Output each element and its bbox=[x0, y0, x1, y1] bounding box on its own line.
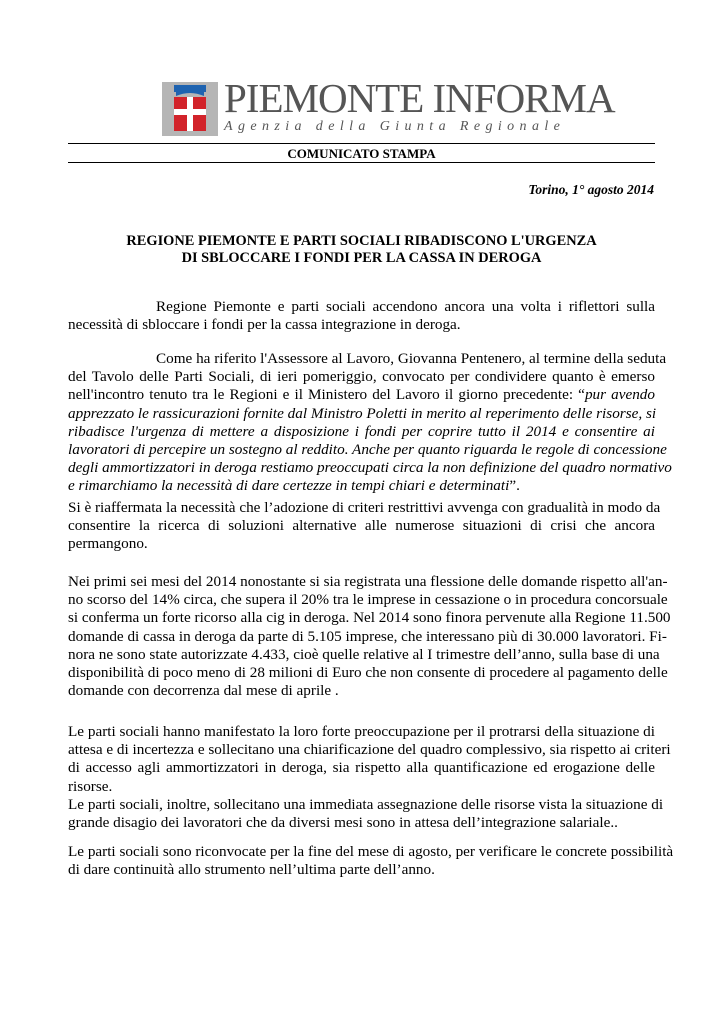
text-line: risorse. bbox=[68, 777, 113, 795]
quote-segment: ribadisce l'urgenza di mettere a disposizione i fondi per coprire tutto il 2014 e consentire ai bbox=[68, 422, 655, 440]
paragraph-1 bbox=[68, 298, 655, 334]
text-line: permangono. bbox=[68, 535, 148, 553]
quote-line bbox=[68, 459, 672, 477]
text-line: grande disagio dei lavoratori che da diversi mesi sono in attesa dell’integrazione salariale.. bbox=[68, 814, 618, 832]
quote-segment: pur avendo bbox=[584, 386, 655, 404]
text-segment: ”. bbox=[509, 477, 520, 495]
text-line: disponibilità di poco meno di 28 milioni di Euro che non consente di procedere al pagamento delle bbox=[68, 664, 668, 682]
text-line: Si è riaffermata la necessità che l’adozione di criteri restrittivi avvenga con gradualità in modo da bbox=[68, 499, 661, 516]
text-line: di dare continuità allo strumento nell’ultima parte dell’anno. bbox=[68, 861, 435, 879]
piemonte-emblem-logo bbox=[162, 82, 218, 136]
headline bbox=[68, 233, 655, 267]
text-line: consentire la ricerca di soluzioni alternative alle numerose situazioni di crisi che ancora bbox=[68, 517, 655, 535]
text-segment: nell'incontro tenuto tra le Regioni e il Ministero del Lavoro il giorno precedente: “ bbox=[68, 386, 585, 404]
text-line: attesa e di incertezza e sollecitano una chiarificazione del quadro complessivo, sia rispetto ai criteri bbox=[68, 741, 671, 759]
text-line: nora ne sono state autorizzate 4.433, cioè quelle relative al I trimestre dell’anno, sulla base di una bbox=[68, 645, 660, 663]
paragraph-3 bbox=[68, 499, 661, 554]
quote-segment: apprezzato le rassicurazioni fornite dal Ministro Poletti in merito al reperimento delle risorse, si bbox=[68, 404, 657, 422]
brand-tagline: Agenzia della Giunta Regionale bbox=[224, 119, 566, 134]
text-line bbox=[68, 477, 655, 495]
bottom-rule bbox=[68, 162, 655, 163]
quote-line bbox=[68, 405, 655, 423]
piemonte-shield-icon bbox=[162, 82, 218, 136]
quote-line bbox=[68, 441, 667, 459]
brand-wordmark: PIEMONTE INFORMA bbox=[224, 75, 615, 121]
paragraph-5 bbox=[68, 723, 671, 832]
comunicato-stampa-label: COMUNICATO STAMPA bbox=[287, 146, 436, 161]
text-line: necessità di sbloccare i fondi per la cassa integrazione in deroga. bbox=[68, 316, 461, 334]
text-line: Nei primi sei mesi del 2014 nonostante si sia registrata una flessione delle domande rispetto all'an- bbox=[68, 573, 668, 590]
text-line: domande con decorrenza dal mese di aprile . bbox=[68, 682, 339, 700]
text-line: Come ha riferito l'Assessore al Lavoro, Giovanna Pentenero, al termine della seduta bbox=[156, 350, 667, 367]
text-line: del Tavolo delle Parti Sociali, di ieri pomeriggio, convocato per condividere quanto è emerso bbox=[68, 368, 655, 386]
text-line: Le parti sociali hanno manifestato la loro forte preoccupazione per il protrarsi della situazione di bbox=[68, 723, 655, 740]
text-line: di accesso agli ammortizzatori in deroga, sia rispetto alla quantificazione ed erogazione delle bbox=[68, 759, 655, 777]
header bbox=[162, 75, 615, 138]
paragraph-2 bbox=[68, 350, 672, 496]
headline-line: DI SBLOCCARE I FONDI PER LA CASSA IN DEROGA bbox=[181, 250, 542, 266]
paragraph-6 bbox=[68, 843, 674, 879]
text-line bbox=[68, 386, 655, 404]
dateline: Torino, 1° agosto 2014 bbox=[528, 182, 654, 197]
top-rule bbox=[68, 143, 655, 144]
quote-line bbox=[68, 423, 655, 441]
text-line: Le parti sociali, inoltre, sollecitano una immediata assegnazione delle risorse vista la situazione di bbox=[68, 795, 664, 813]
quote-segment: lavoratori di percepire un sostegno al reddito. Anche per quanto riguarda le regole di concessione bbox=[68, 441, 667, 459]
headline-line: REGIONE PIEMONTE E PARTI SOCIALI RIBADISCONO L'URGENZA bbox=[126, 233, 597, 249]
quote-segment: e rimarchiamo la necessità di dare certezze in tempi chiari e determinati bbox=[68, 477, 510, 495]
text-line: Regione Piemonte e parti sociali accendono ancora una volta i riflettori sulla bbox=[156, 298, 655, 315]
paragraph-4 bbox=[68, 573, 671, 700]
text-line: si conferma un forte ricorso alla cig in deroga. Nel 2014 sono finora pervenute alla Regione 11.500 bbox=[68, 609, 671, 627]
text-line: no scorso del 14% circa, che supera il 20% tra le imprese in cessazione o in procedura concorsuale bbox=[68, 591, 668, 609]
text-line: Le parti sociali sono riconvocate per la fine del mese di agosto, per verificare le concrete possibilità bbox=[68, 843, 674, 860]
quote-segment: degli ammortizzatori in deroga restiamo preoccupati circa la non definizione del quadro normativo bbox=[68, 459, 672, 477]
text-line: domande di cassa in deroga da parte di 5.105 imprese, che interessano più di 30.000 lavoratori. Fi- bbox=[68, 627, 667, 645]
